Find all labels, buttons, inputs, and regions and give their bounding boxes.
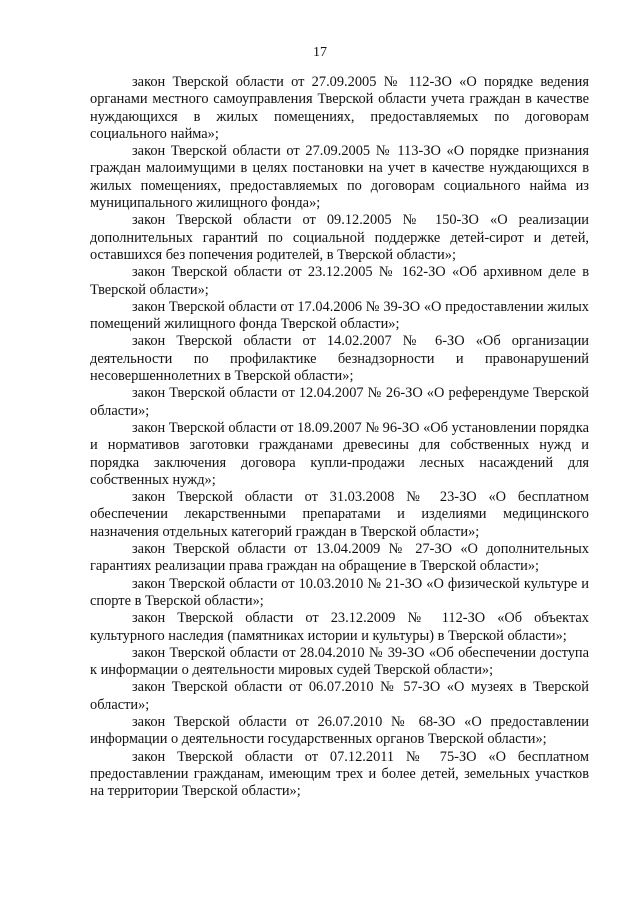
law-item: закон Тверской области от 13.04.2009 № 27-ЗО «О дополнительных гарантиях реализации права граждан на обращение в Тверской области»; — [90, 541, 589, 575]
law-item: закон Тверской области от 10.03.2010 № 21-ЗО «О физической культуре и спорте в Тверской области»; — [90, 575, 589, 609]
law-item: закон Тверской области от 14.02.2007 № 6-ЗО «Об организации деятельности по профилактике безнадзорности и правонарушений несовершеннолетних в Тверской области»; — [90, 333, 589, 385]
law-item: закон Тверской области от 27.09.2005 № 113-ЗО «О порядке признания граждан малоимущими в целях постановки на учет в качестве нуждающихся в жилых помещениях, предоставляемых по договорам социального найма из муниципального жилищного фонда»; — [90, 143, 589, 212]
law-item: закон Тверской области от 31.03.2008 № 23-ЗО «О бесплатном обеспечении лекарственными препаратами и изделиями медицинского назначения отдельных категорий граждан в Тверской области»; — [90, 489, 589, 540]
law-item: закон Тверской области от 27.09.2005 № 112-ЗО «О порядке ведения органами местного самоуправления Тверской области учета граждан в качестве нуждающихся в жилых помещениях, предоставляемых по договорам социального найма»; — [90, 74, 589, 142]
law-item: закон Тверской области от 23.12.2005 № 162-ЗО «Об архивном деле в Тверской области»; — [90, 264, 589, 298]
law-item: закон Тверской области от 23.12.2009 № 112-ЗО «Об объектах культурного наследия (памятниках истории и культуры) в Тверской области»; — [90, 610, 589, 644]
law-item: закон Тверской области от 17.04.2006 № 39-ЗО «О предоставлении жилых помещений жилищного фонда Тверской области»; — [90, 298, 589, 333]
law-item: закон Тверской области от 09.12.2005 № 150-ЗО «О реализации дополнительных гарантий по социальной поддержке детей-сирот и детей, оставшихся без попечения родителей, в Тверской области»; — [90, 212, 589, 263]
document-body — [90, 74, 589, 800]
law-item: закон Тверской области от 18.09.2007 № 96-ЗО «Об установлении порядка и нормативов заготовки гражданами древесины для собственных нужд и порядка заключения договора купли-продажи лесных насаждений для собственных нужд»; — [90, 419, 589, 488]
law-item: закон Тверской области от 28.04.2010 № 39-ЗО «Об обеспечении доступа к информации о деятельности мировых судей Тверской области»; — [90, 644, 589, 679]
law-item: закон Тверской области от 26.07.2010 № 68-ЗО «О предоставлении информации о деятельности государственных органов Тверской области»; — [90, 713, 589, 748]
law-item: закон Тверской области от 07.12.2011 № 75-ЗО «О бесплатном предоставлении гражданам, имеющим трех и более детей, земельных участков на территории Тверской области»; — [90, 748, 589, 800]
law-item: закон Тверской области от 06.07.2010 № 57-ЗО «О музеях в Тверской области»; — [90, 679, 589, 713]
page-number: 17 — [313, 45, 327, 60]
law-item: закон Тверской области от 12.04.2007 № 26-ЗО «О референдуме Тверской области»; — [90, 385, 589, 419]
